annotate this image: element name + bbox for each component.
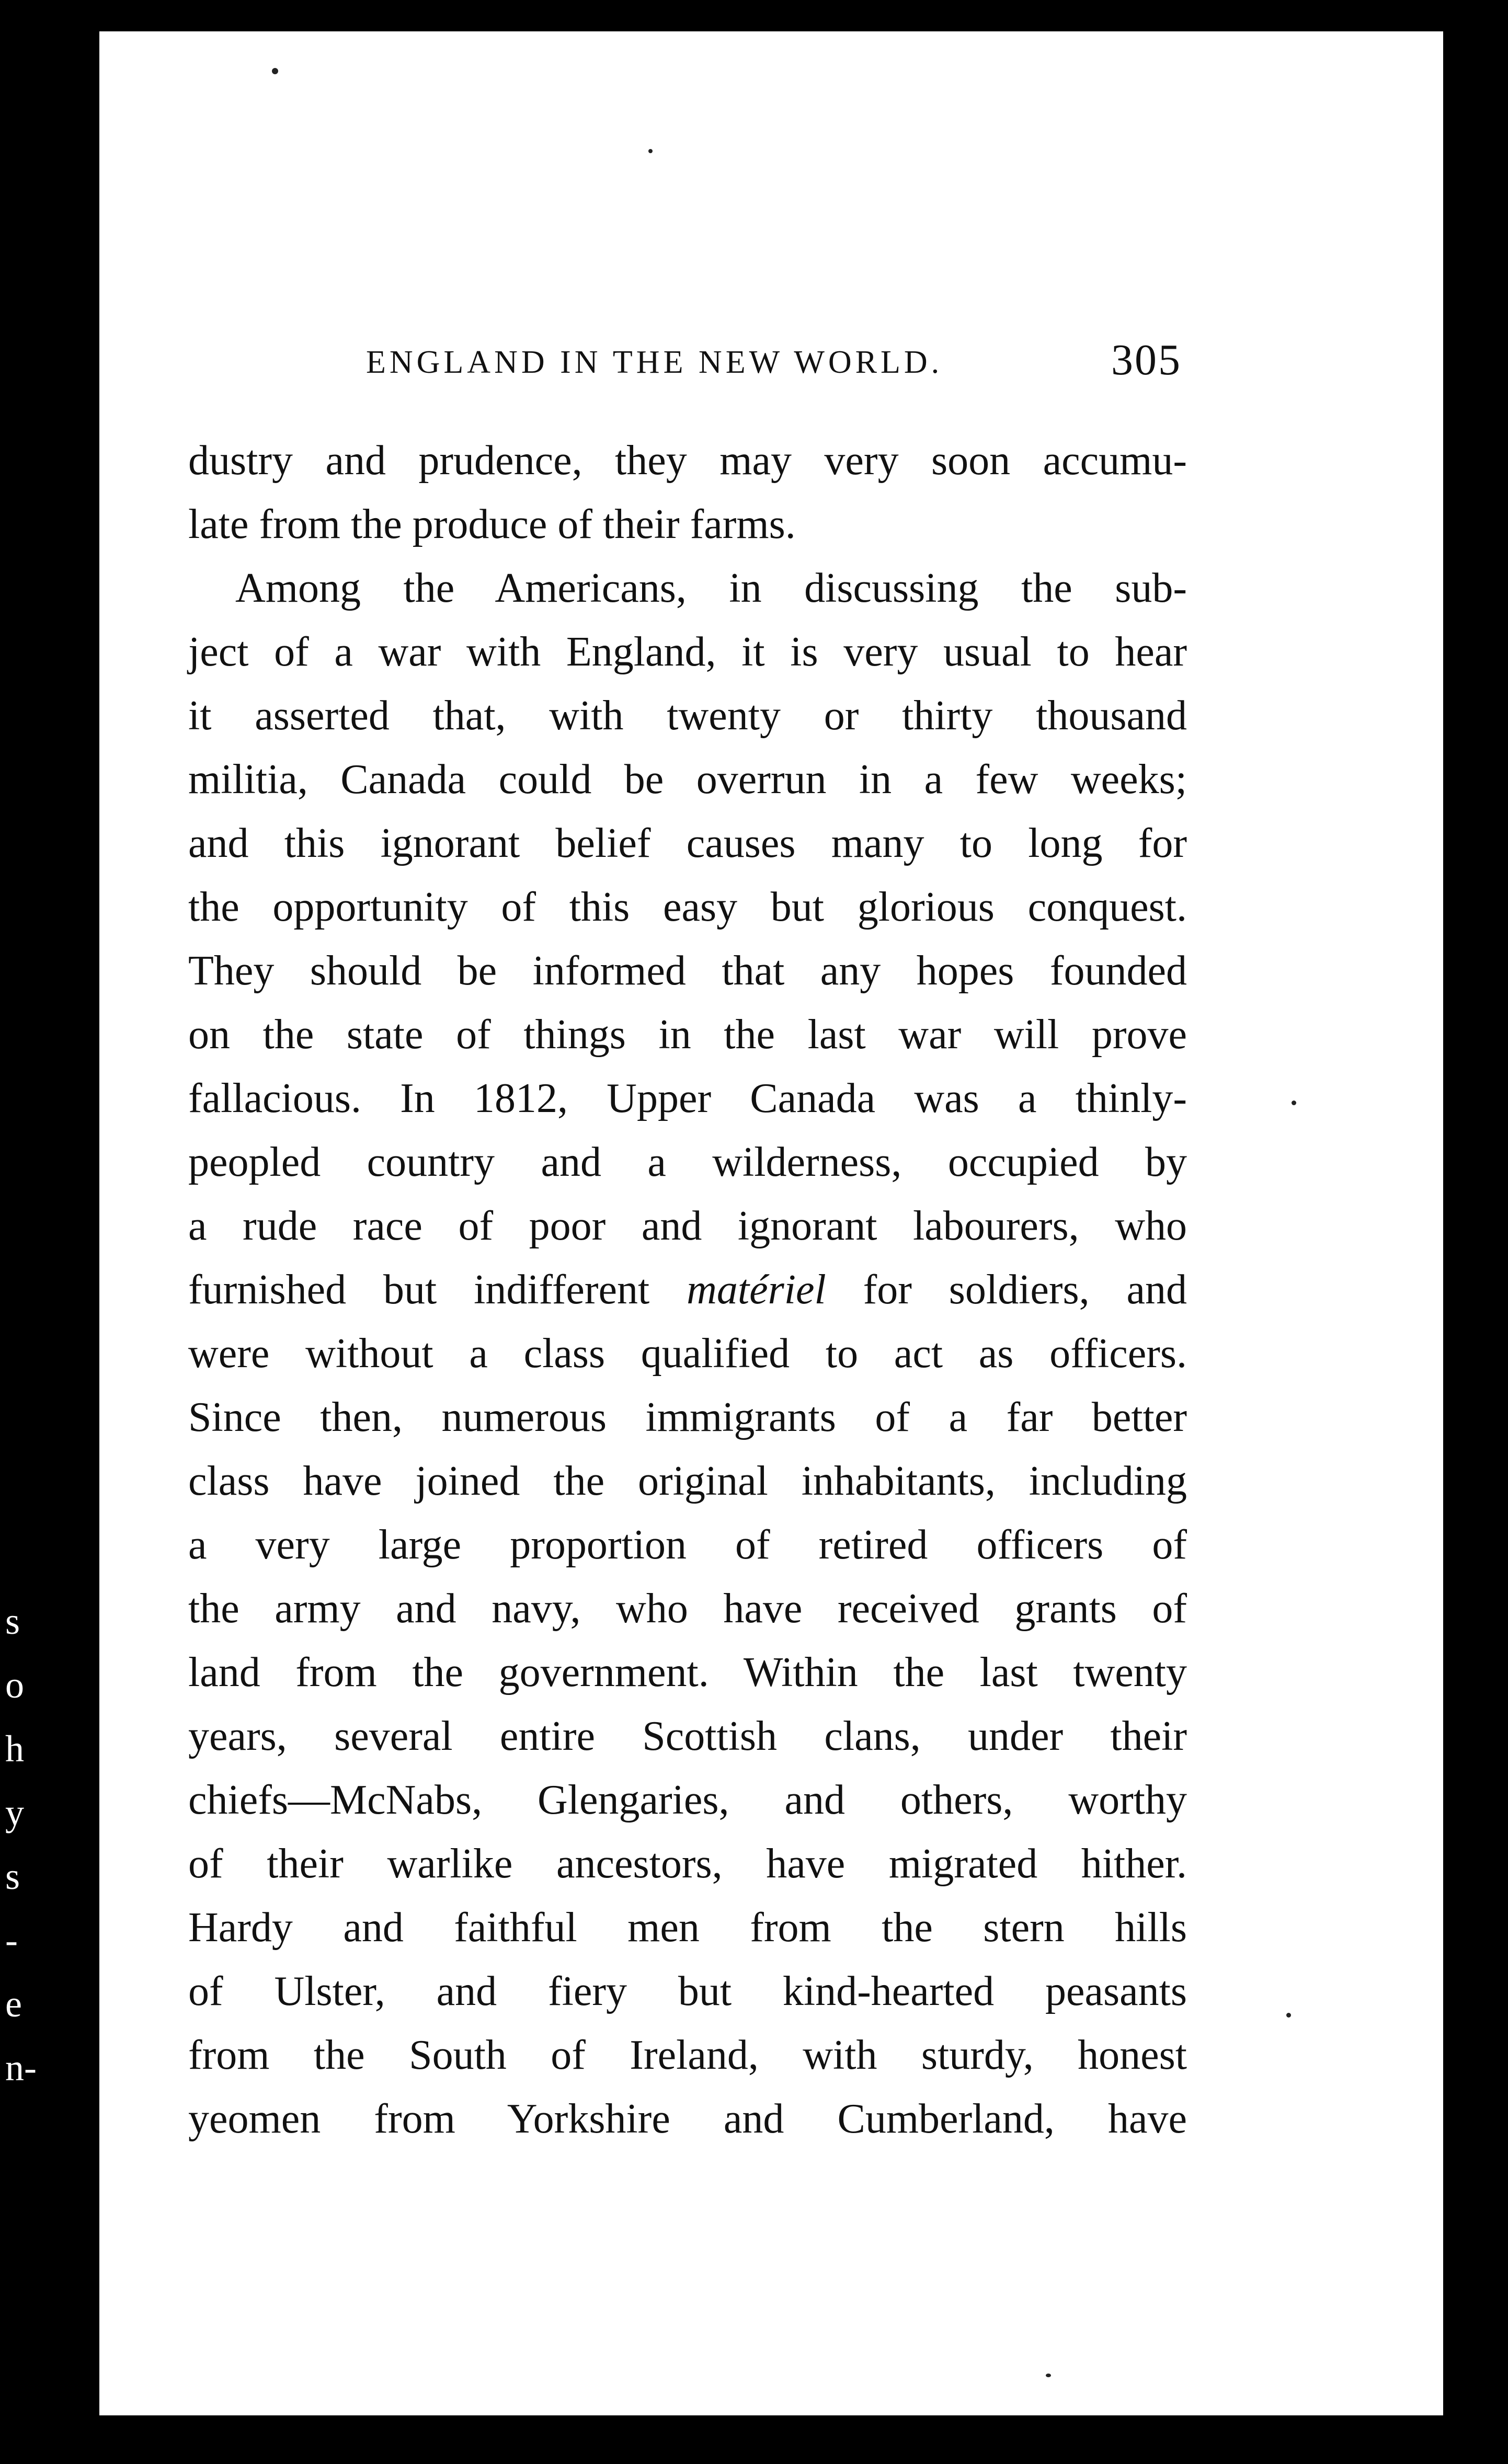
text-line: Among the Americans, in discussing the sub- [235, 565, 1187, 611]
text-line: were without a class qualified to act as officers. [188, 1331, 1187, 1377]
text-line: Since then, numerous immigrants of a far better [188, 1394, 1187, 1440]
ink-speck [1286, 2013, 1291, 2018]
edge-fragment: s [5, 1855, 20, 1897]
text-line: on the state of things in the last war will prove [188, 1012, 1187, 1058]
text-line: dustry and prudence, they may very soon accumu- [188, 438, 1187, 484]
text-line [188, 1258, 1187, 1322]
text-line: militia, Canada could be overrun in a few weeks; [188, 757, 1187, 803]
text-line: class have joined the original inhabitants, including [188, 1458, 1187, 1504]
text-line: They should be informed that any hopes founded [188, 948, 1187, 994]
text-line: the opportunity of this easy but glorious conquest. [188, 884, 1187, 930]
edge-fragment: h [5, 1728, 24, 1770]
text-line: the army and navy, who have received grants of [188, 1586, 1187, 1632]
text-fragment: furnished but indifferent [188, 1267, 687, 1313]
ink-speck [1292, 1101, 1296, 1105]
edge-fragment: n- [5, 2047, 37, 2089]
edge-fragment: y [5, 1792, 24, 1833]
running-title: ENGLAND IN THE NEW WORLD. [366, 345, 943, 380]
text-line: ject of a war with England, it is very usual to hear [188, 629, 1187, 675]
text-fragment: for soldiers, and [826, 1267, 1187, 1313]
body-text [188, 429, 1187, 2151]
text-line: peopled country and a wilderness, occupied by [188, 1139, 1187, 1185]
text-line: it asserted that, with twenty or thirty thousand [188, 693, 1187, 739]
edge-fragment: e [5, 1983, 22, 2025]
text-line: and this ignorant belief causes many to long for [188, 820, 1187, 866]
edge-fragment: o [5, 1664, 24, 1706]
text-line: years, several entire Scottish clans, under their [188, 1713, 1187, 1759]
ink-speck [272, 68, 278, 74]
edge-fragment: - [5, 1919, 18, 1961]
text-line: a rude race of poor and ignorant labourers, who [188, 1203, 1187, 1249]
edge-fragment: s [5, 1600, 20, 1642]
text-line: of their warlike ancestors, have migrated hither. [188, 1841, 1187, 1887]
page-header [366, 335, 1182, 397]
text-line: late from the produce of their farms. [188, 501, 796, 547]
text-line: a very large proportion of retired officers of [188, 1522, 1187, 1568]
italic-term: matériel [687, 1267, 826, 1313]
text-line: land from the government. Within the last twenty [188, 1649, 1187, 1695]
ink-speck [1046, 2374, 1051, 2377]
text-line: fallacious. In 1812, Upper Canada was a thinly- [188, 1075, 1187, 1121]
text-line: yeomen from Yorkshire and Cumberland, have [188, 2096, 1187, 2142]
adjacent-page-edge [0, 0, 99, 2464]
text-line: chiefs—McNabs, Glengaries, and others, worthy [188, 1777, 1187, 1823]
text-line: from the South of Ireland, with sturdy, honest [188, 2032, 1187, 2078]
page-number: 305 [1111, 336, 1182, 384]
text-line: Hardy and faithful men from the stern hills [188, 1905, 1187, 1951]
text-line: of Ulster, and fiery but kind-hearted peasants [188, 1968, 1187, 2014]
ink-speck [648, 149, 653, 153]
